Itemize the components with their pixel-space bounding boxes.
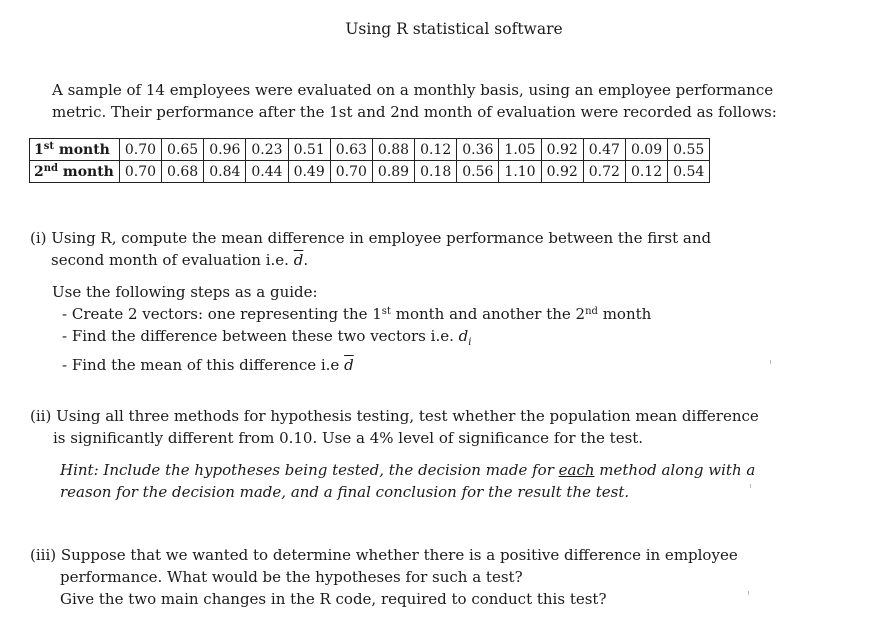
table-cell: 0.65 bbox=[162, 139, 204, 161]
question-2-line-2: is significantly different from 0.10. Use a 4% level of significance for the test. bbox=[53, 429, 644, 447]
guide-heading: Use the following steps as a guide: bbox=[52, 283, 318, 301]
table-cell: 0.72 bbox=[583, 161, 625, 183]
table-cell: 0.92 bbox=[541, 139, 583, 161]
intro-line-2: metric. Their performance after the 1st and 2nd month of evaluation were recorded as follows: bbox=[52, 103, 777, 121]
table-cell: 0.18 bbox=[415, 161, 457, 183]
intro-line-1: A sample of 14 employees were evaluated on a monthly basis, using an employee performance bbox=[52, 81, 774, 99]
table-cell: 0.70 bbox=[330, 161, 372, 183]
guide-step-2: - Find the difference between these two vectors i.e. $d_i$ bbox=[62, 327, 472, 348]
hint-line-1: Hint: Include the hypotheses being tested, the decision made for each method along with a bbox=[60, 461, 756, 479]
table-cell: 0.23 bbox=[246, 139, 288, 161]
d-bar-symbol: $\overline{d}$ bbox=[344, 356, 354, 374]
stray-mark bbox=[748, 591, 749, 595]
question-3-line-1: (iii) Suppose that we wanted to determine whether there is a positive difference in employee bbox=[30, 546, 738, 564]
question-1-line-1: (i) Using R, compute the mean difference in employee performance between the first and bbox=[30, 229, 712, 247]
table-cell: 0.96 bbox=[204, 139, 246, 161]
question-3 bbox=[30, 544, 738, 610]
table-cell: 0.92 bbox=[541, 161, 583, 183]
table-cell: 0.55 bbox=[668, 139, 710, 161]
hint-text bbox=[60, 459, 755, 503]
table-cell: 0.70 bbox=[119, 139, 161, 161]
table-cell: 0.63 bbox=[330, 139, 372, 161]
table-row-month-1 bbox=[30, 139, 710, 161]
table-cell: 0.88 bbox=[372, 139, 414, 161]
question-2-line-1: (ii) Using all three methods for hypothesis testing, test whether the population mean difference bbox=[30, 407, 759, 425]
table-row-month-2 bbox=[30, 161, 710, 183]
table-cell: 0.49 bbox=[288, 161, 330, 183]
table-cell: 0.12 bbox=[415, 139, 457, 161]
stray-mark bbox=[750, 484, 751, 488]
question-3-line-2: performance. What would be the hypotheses for such a test? bbox=[60, 568, 523, 586]
table-cell: 0.56 bbox=[457, 161, 499, 183]
table-cell: 0.44 bbox=[246, 161, 288, 183]
table-cell: 0.54 bbox=[668, 161, 710, 183]
intro-paragraph bbox=[52, 79, 777, 123]
guide-step-1: - Create 2 vectors: one representing the 1st month and another the 2nd month bbox=[62, 305, 652, 323]
table-cell: 1.05 bbox=[499, 139, 541, 161]
hint-line-2: reason for the decision made, and a final conclusion for the result the test. bbox=[60, 483, 630, 501]
table-cell: 0.68 bbox=[162, 161, 204, 183]
table-cell: 0.12 bbox=[625, 161, 667, 183]
table-cell: 0.70 bbox=[119, 161, 161, 183]
page-title: Using R statistical software bbox=[345, 20, 563, 38]
stray-mark bbox=[770, 360, 771, 364]
d-bar-symbol: $\overline{d}$ bbox=[293, 251, 304, 269]
table-cell: 0.47 bbox=[583, 139, 625, 161]
table-cell: 0.89 bbox=[372, 161, 414, 183]
row-header-month-2: 2nd month bbox=[30, 161, 120, 183]
question-1 bbox=[30, 227, 711, 271]
table-cell: 0.51 bbox=[288, 139, 330, 161]
question-3-line-3: Give the two main changes in the R code, required to conduct this test? bbox=[60, 590, 607, 608]
guide-step-3: - Find the mean of this difference i.e $\overline{d}$ bbox=[62, 356, 354, 374]
performance-table bbox=[29, 138, 710, 183]
table-cell: 0.09 bbox=[625, 139, 667, 161]
table-cell: 0.84 bbox=[204, 161, 246, 183]
guide-steps bbox=[52, 281, 651, 376]
question-2 bbox=[30, 405, 759, 449]
question-1-line-2: second month of evaluation i.e. $\overline{d}$. bbox=[51, 251, 309, 269]
table-cell: 0.36 bbox=[457, 139, 499, 161]
table-cell: 1.10 bbox=[499, 161, 541, 183]
row-header-month-1: 1st month bbox=[30, 139, 120, 161]
